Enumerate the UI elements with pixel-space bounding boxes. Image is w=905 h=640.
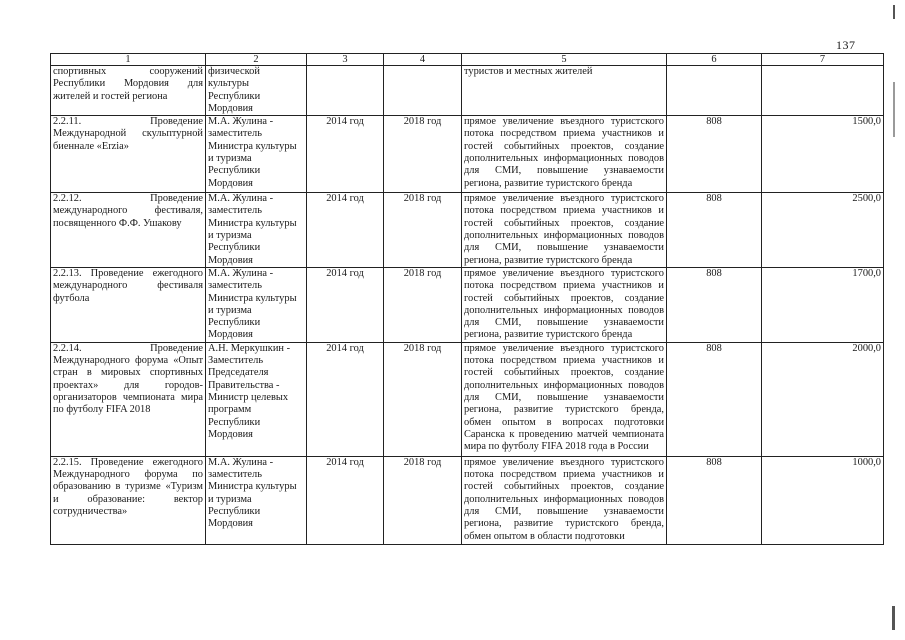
scan-artifact-top	[893, 5, 895, 19]
responsible-line: заместитель	[208, 205, 262, 217]
amount-cell	[762, 66, 884, 116]
responsible-line: и туризма	[208, 493, 252, 505]
amount-cell: 2000,0	[762, 342, 884, 456]
responsible-line: М.А. Жулина -	[208, 456, 274, 468]
header-col-1: 1	[51, 54, 206, 66]
responsible-line: Министр целевых	[208, 391, 289, 403]
start-year-cell: 2014 год	[307, 456, 384, 544]
header-col-7: 7	[762, 54, 884, 66]
responsible-line: Заместитель	[208, 355, 264, 367]
table-row	[51, 116, 884, 193]
header-col-5: 5	[462, 54, 667, 66]
expected-result-cell: прямое увеличение въездного туристского потока посредством приема участников и гостей событийных проектов, создание дополнительных информационных поводов для СМИ, повышение узнаваемости региона, развитие туристского бренда	[462, 193, 667, 268]
responsible-line: М.А. Жулина -	[208, 116, 274, 128]
responsible-line: заместитель	[208, 280, 262, 292]
expected-result-cell: прямое увеличение въездного туристского потока посредством приема участников и гостей событийных проектов, создание дополнительных информационных поводов для СМИ, повышение узнаваемости региона, развитие туристского бренда	[462, 267, 667, 342]
start-year-cell: 2014 год	[307, 342, 384, 456]
header-col-6: 6	[667, 54, 762, 66]
responsible-line: и туризма	[208, 153, 252, 165]
scan-artifact-bottom	[892, 606, 895, 630]
table-row	[51, 267, 884, 342]
start-year-cell: 2014 год	[307, 116, 384, 193]
responsible-cell	[206, 116, 307, 193]
code-cell: 808	[667, 116, 762, 193]
responsible-line: заместитель	[208, 128, 262, 140]
code-cell: 808	[667, 456, 762, 544]
scan-artifact-middle	[893, 82, 895, 137]
table-row	[51, 66, 884, 116]
code-cell: 808	[667, 342, 762, 456]
responsible-line: Министра культуры	[208, 140, 297, 152]
responsible-line: Мордовия	[208, 428, 253, 440]
responsible-line: Мордовия	[208, 102, 253, 114]
amount-cell: 1000,0	[762, 456, 884, 544]
header-row	[51, 54, 884, 66]
responsible-line: и туризма	[208, 230, 252, 242]
responsible-line: программ	[208, 404, 252, 416]
responsible-line: Мордовия	[208, 177, 253, 189]
start-year-cell: 2014 год	[307, 267, 384, 342]
responsible-line: Мордовия	[208, 329, 253, 341]
responsible-line: М.А. Жулина -	[208, 267, 274, 279]
responsible-cell	[206, 456, 307, 544]
responsible-line: Республики	[208, 317, 261, 329]
responsible-line: и туризма	[208, 304, 252, 316]
measure-name-cell: 2.2.11. Проведение Международной скульптурной биеннале «Erzia»	[51, 116, 206, 193]
responsible-line: Министра культуры	[208, 217, 297, 229]
code-cell: 808	[667, 193, 762, 268]
header-col-2: 2	[206, 54, 307, 66]
end-year-cell	[384, 66, 462, 116]
responsible-cell	[206, 342, 307, 456]
measure-name-cell: 2.2.15. Проведение ежегодного Международного форума по образованию в туризме «Туризм и образование: вектор сотрудничества»	[51, 456, 206, 544]
document-table	[50, 53, 884, 545]
responsible-line: Министра культуры	[208, 481, 297, 493]
responsible-line: Республики	[208, 416, 261, 428]
responsible-line: заместитель	[208, 469, 262, 481]
amount-cell: 2500,0	[762, 193, 884, 268]
responsible-line: Председателя	[208, 367, 269, 379]
amount-cell: 1700,0	[762, 267, 884, 342]
expected-result-cell: прямое увеличение въездного туристского потока посредством приема участников и гостей событийных проектов, создание дополнительных информационных поводов для СМИ, повышение узнаваемости региона, развитие туристского бренда, обмен опытом в области подготовки	[462, 456, 667, 544]
measure-name-cell: спортивных сооружений Республики Мордовия для жителей и гостей региона	[51, 66, 206, 116]
responsible-line: Республики	[208, 242, 261, 254]
responsible-cell	[206, 66, 307, 116]
end-year-cell: 2018 год	[384, 193, 462, 268]
responsible-line: Правительства -	[208, 379, 280, 391]
responsible-cell	[206, 193, 307, 268]
end-year-cell: 2018 год	[384, 342, 462, 456]
responsible-cell	[206, 267, 307, 342]
table-row	[51, 456, 884, 544]
code-cell: 808	[667, 267, 762, 342]
start-year-cell	[307, 66, 384, 116]
measure-name-cell: 2.2.14. Проведение Международного форума «Опыт стран в мировых спортивных проектах» для городов-организаторов чемпионата мира по футболу FIFA 2018	[51, 342, 206, 456]
measure-name-cell: 2.2.12. Проведение международного фестиваля, посвященного Ф.Ф. Ушакову	[51, 193, 206, 268]
table-row	[51, 342, 884, 456]
code-cell	[667, 66, 762, 116]
responsible-line: культуры	[208, 78, 249, 90]
expected-result-cell: туристов и местных жителей	[462, 66, 667, 116]
header-col-3: 3	[307, 54, 384, 66]
responsible-line: Республики	[208, 165, 261, 177]
responsible-line: М.А. Жулина -	[208, 193, 274, 205]
amount-cell: 1500,0	[762, 116, 884, 193]
expected-result-cell: прямое увеличение въездного туристского потока посредством приема участников и гостей событийных проектов, создание дополнительных информационных поводов для СМИ, повышение узнаваемости региона, развитие туристского бренда, обмен опытом в вопросах подготовки Саранска к проведению матчей чемпионата мира по футболу FIFA 2018 года в России	[462, 342, 667, 456]
responsible-line: А.Н. Меркушкин -	[208, 342, 291, 354]
end-year-cell: 2018 год	[384, 456, 462, 544]
responsible-line: физической	[208, 66, 260, 77]
responsible-line: Мордовия	[208, 254, 253, 266]
end-year-cell: 2018 год	[384, 267, 462, 342]
expected-result-cell: прямое увеличение въездного туристского потока посредством приема участников и гостей событийных проектов, создание дополнительных информационных поводов для СМИ, повышение узнаваемости региона, развитие туристского бренда	[462, 116, 667, 193]
responsible-line: Республики	[208, 505, 261, 517]
page-number: 137	[836, 38, 856, 52]
header-col-4: 4	[384, 54, 462, 66]
end-year-cell: 2018 год	[384, 116, 462, 193]
start-year-cell: 2014 год	[307, 193, 384, 268]
measure-name-cell: 2.2.13. Проведение ежегодного международного фестиваля футбола	[51, 267, 206, 342]
responsible-line: Мордовия	[208, 518, 253, 530]
table-row	[51, 193, 884, 268]
responsible-line: Министра культуры	[208, 292, 297, 304]
responsible-line: Республики	[208, 90, 261, 102]
